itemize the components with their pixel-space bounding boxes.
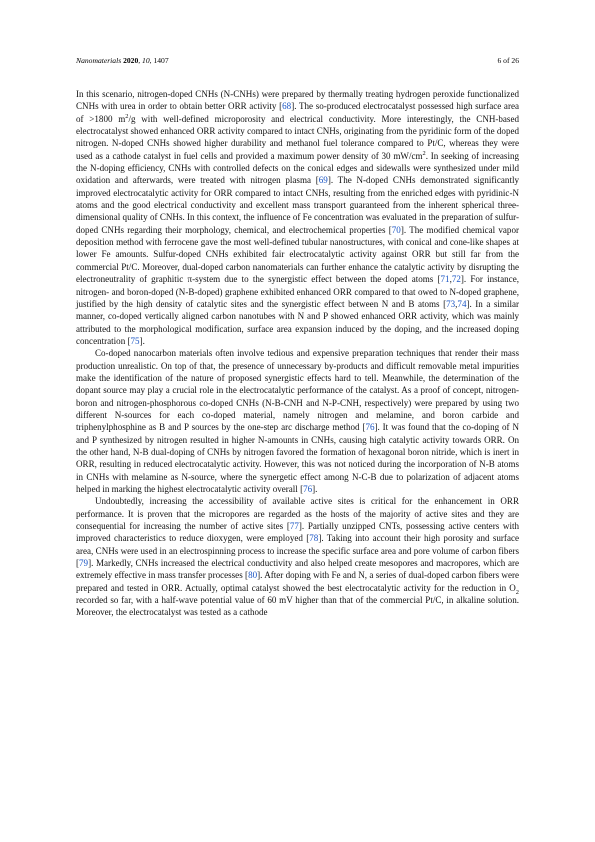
citation-link[interactable]: 69 xyxy=(318,175,328,186)
text-run: ]. xyxy=(139,335,145,346)
journal-name: Nanomaterials xyxy=(76,56,122,65)
page-number: 6 of 26 xyxy=(497,56,519,65)
text-run: ]. The N-doped CNHs demonstrated significantly improved electrocatalytic activity for ORR compared to intact CNHs, resulting from the enriched edges with pyridinic-N atoms and the good electrical conductivity and excellent mass transport guaranteed from the inherent spherical three-dimensional quality of CNHs. In this context, the influence of Fe concentration was evaluated in the preparation of sulfur-doped CNHs regarding their morphology, chemical, and electrochemical properties [ xyxy=(76,175,519,235)
article-number: 1407 xyxy=(153,56,169,65)
text-run: In this scenario, nitrogen-doped CNHs (N-CNHs) were prepared by thermally treating hydrogen peroxide functionalized CNHs with urea in order to obtain better ORR activity [ xyxy=(76,89,519,112)
paragraph xyxy=(76,347,519,495)
paragraph xyxy=(76,495,519,618)
citation-link[interactable]: 75 xyxy=(130,335,140,346)
running-header xyxy=(76,56,519,68)
text-run: ]. The modified chemical vapor deposition method with ferrocene gave the most well-defined tubular nanostructures, with conical and cone-like shapes at lower Fe amounts. Sulfur-doped CNHs exhibited fair electrocatalytic activity against ORR but still far from the commercial Pt/C. Moreover, dual-doped carbon nanomaterials can further enhance the catalytic activity by disrupting the electroneutrality of graphitic π-system due to the synergistic effect between the doped atoms [ xyxy=(76,224,519,285)
journal-volume: 10 xyxy=(142,56,150,65)
body-text xyxy=(76,88,519,619)
text-run: ]. In a similar manner, co-doped vertically aligned carbon nanotubes with N and P showed enhanced ORR activity, which was mainly attributed to the morphological modification, surface area expansion induced by the doping, and the increased doping concentration [ xyxy=(76,298,519,346)
citation-link[interactable]: 68 xyxy=(282,101,292,112)
text-run: , xyxy=(449,274,452,285)
text-run: ]. For instance, nitrogen- and boron-doped (N-B-doped) graphene exhibited enhanced ORR compared to that owed to N-doped graphene, justified by the high density of catalytic sites and the synergistic effect between N and B atoms [ xyxy=(76,274,519,309)
text-run: ]. After doping with Fe and N, a series of dual-doped carbon fibers were prepared and tested in ORR. Actually, optimal catalyst showed the best electrocatalytic activity for the reduction in O xyxy=(76,570,519,593)
text-run: recorded so far, with a half-wave potential value of 60 mV higher than that of the commercial Pt/C, in alkaline solution. Moreover, the electrocatalyst was tested as a cathode xyxy=(76,595,519,618)
citation-link[interactable]: 74 xyxy=(457,298,467,309)
superscript: 2 xyxy=(422,149,426,157)
citation-link[interactable]: 72 xyxy=(451,274,461,285)
text-run: /g with well-defined microporosity and electrical conductivity. More interestingly, the CNH-based electrocatalyst showed enhanced ORR activity compared to intact CNHs, originating from the pyridinic form of the doped nitrogen. N-doped CNHs showed higher durability and methanol fuel tolerance compared to Pt/C, whereas they were used as a cathode catalyst in fuel cells and provided a maximum power density of 30 mW/cm xyxy=(76,113,519,161)
journal-year: 2020 xyxy=(123,56,139,65)
citation-link[interactable]: 79 xyxy=(79,558,89,569)
citation-link[interactable]: 80 xyxy=(248,570,258,581)
subscript: 2 xyxy=(515,588,519,596)
text-run: Undoubtedly, increasing the accessibility of available active sites is critical for the enhancement in ORR performance. It is proven that the micropores are regarded as the hosts of the majority of active sites and they are consequential for increasing the number of active sites [ xyxy=(76,496,519,532)
superscript: 2 xyxy=(125,112,129,120)
text-run: ]. Markedly, CNHs increased the electrical conductivity and also helped create mesopores and macropores, which are extremely effective in mass transfer processes [ xyxy=(76,558,519,581)
text-run: ]. Taking into account their high porosity and surface area, CNHs were used in an electrospinning process to increase the specific surface area and pore volume of carbon fibers [ xyxy=(76,533,519,569)
citation-link[interactable]: 73 xyxy=(446,298,456,309)
citation-link[interactable]: 77 xyxy=(289,521,299,532)
citation-link[interactable]: 78 xyxy=(309,533,319,544)
text-run: Co-doped nanocarbon materials often involve tedious and expensive preparation techniques that render their mass production unrealistic. On top of that, the presence of unnecessary by-products and difficult removable metal impurities make the identification of the nature of proposed synergistic effects hard to tell. Meanwhile, the determination of the dopant source may play a crucial role in the electrocatalytic performance of the catalyst. As a proof of concept, nitrogen-boron and nitrogen-phosphorous co-doped CNHs (N-B-CNH and N-P-CNH, respectively) were prepared by using two different N-sources for each co-doped material, namely nitrogen and melamine, and boron carbide and triphenylphosphine as B and P sources by the one-step arc discharge method [ xyxy=(76,348,519,433)
text-run: ]. It was found that the co-doping of N and P synthesized by nitrogen resulted in higher N-amounts in CNHs, causing high catalytic activity towards ORR. On the other hand, N-B dual-doping of CNHs by nitrogen favored the formation of hexagonal boron nitride, which is inert in ORR, resulting in reduced electrocatalytic activity. However, this was not noticed during the incorporation of N-B atoms in CNHs with melamine as N-source, where the synergetic effect among N-C-B due to polarization of adjacent atoms helped in marking the highest electrocatalytic activity overall [ xyxy=(76,422,519,494)
journal-citation: Nanomaterials 2020, 10, 1407 xyxy=(76,56,169,65)
text-run: . In seeking of increasing the N-doping efficiency, CNHs with controlled defects on the conical edges and sidewalls were synthesized under mild oxidation and afterwards, were treated with nitrogen plasma [ xyxy=(76,150,519,186)
text-run: ]. xyxy=(312,484,318,494)
citation-link[interactable]: 70 xyxy=(391,224,401,235)
text-run: ]. Partially unzipped CNTs, possessing active centers with improved characteristics to reduce dioxygen, were employed [ xyxy=(76,521,519,544)
paragraph xyxy=(76,88,519,347)
citation-link[interactable]: 76 xyxy=(303,484,313,494)
text-run: , xyxy=(455,298,458,309)
citation-link[interactable]: 76 xyxy=(365,422,375,433)
text-run: ]. The so-produced electrocatalyst possessed high surface area of >1800 m xyxy=(76,101,519,124)
citation-link[interactable]: 71 xyxy=(440,274,450,285)
